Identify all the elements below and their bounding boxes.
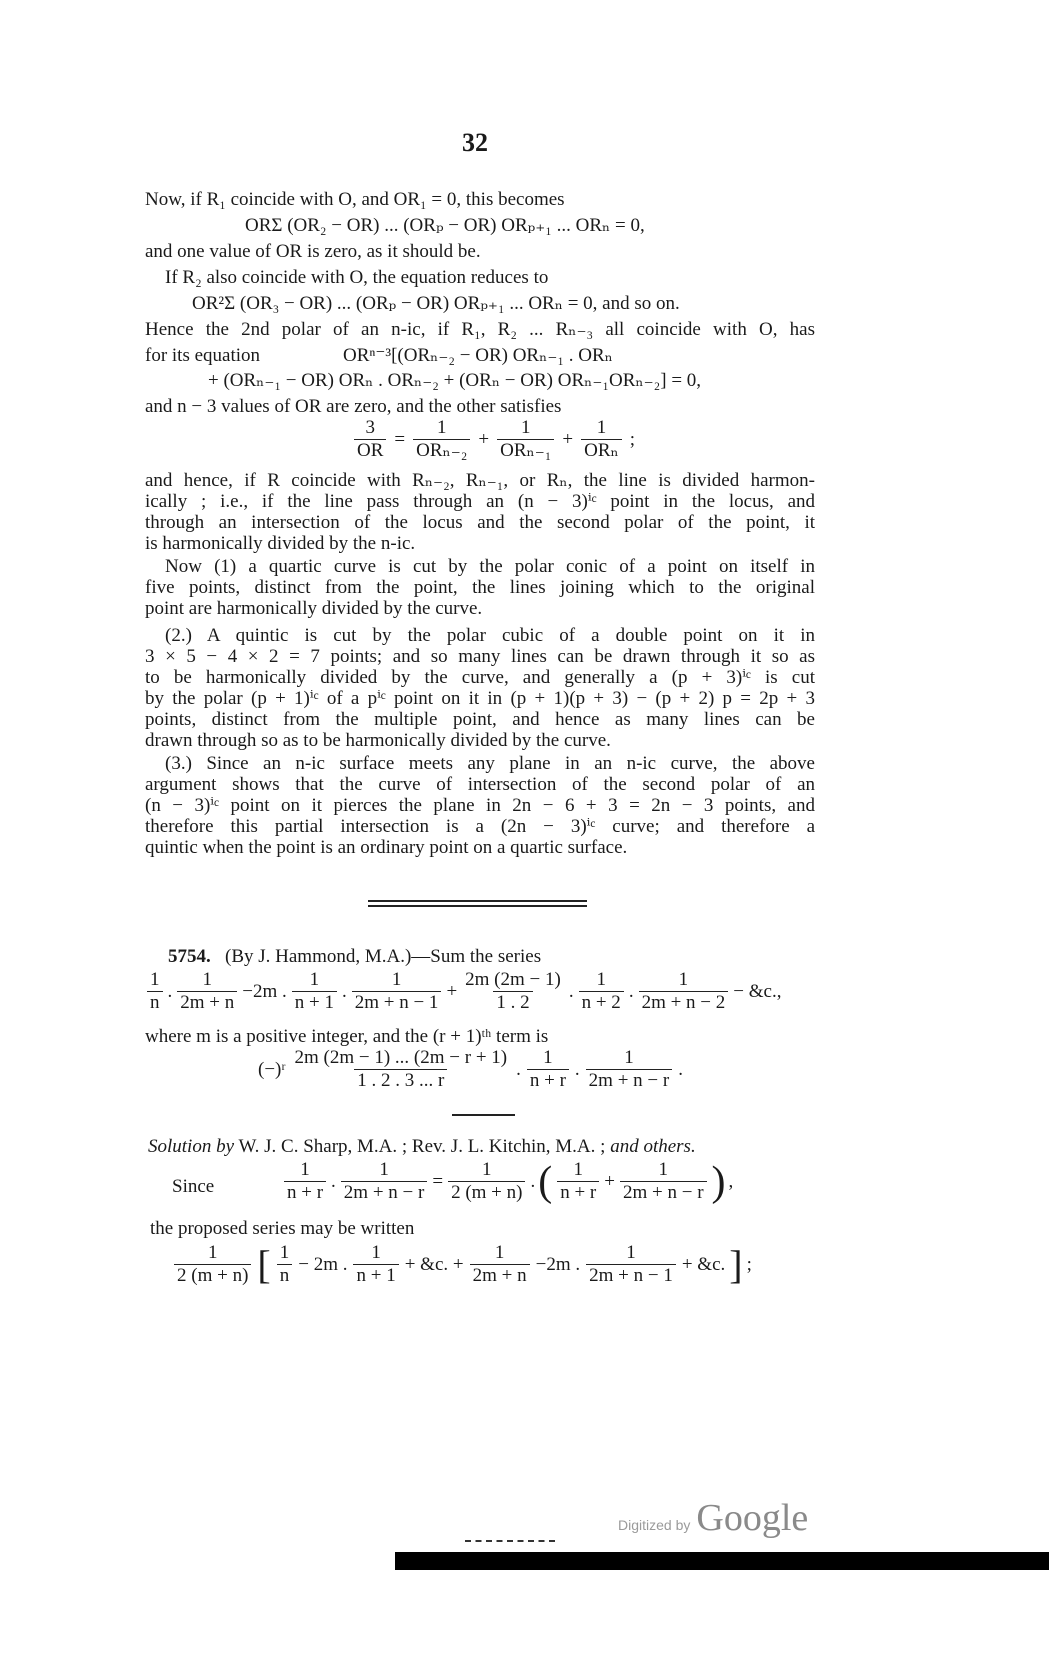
- punctuation: ;: [629, 428, 636, 450]
- text-line: Now, if R₁ coincide with O, and OR₁ = 0, this becomes: [145, 189, 565, 210]
- operator: .: [516, 1058, 521, 1080]
- operator: =: [432, 1170, 444, 1192]
- divider: [452, 1114, 515, 1116]
- solution-heading: [148, 1136, 820, 1158]
- right-bracket: ]: [729, 1241, 743, 1287]
- operator: .: [628, 980, 634, 1002]
- text-line: quintic when the point is an ordinary point on a quartic surface.: [145, 837, 628, 858]
- question-author: (By J. Hammond, M.A.)—Sum the series: [225, 946, 542, 967]
- watermark-logo: Google: [696, 1497, 809, 1539]
- scan-edge-bar: [395, 1552, 1049, 1570]
- denominator: n: [147, 991, 163, 1013]
- numerator: 1: [596, 417, 607, 438]
- harmonic-equation: [352, 418, 635, 461]
- right-paren: ): [711, 1158, 726, 1205]
- denominator: 2 (m + n): [448, 1181, 525, 1203]
- operator: + &c.: [681, 1253, 726, 1275]
- numerator: 1: [437, 417, 447, 438]
- numerator: 1: [678, 969, 689, 990]
- numerator: 1: [202, 969, 212, 990]
- scan-artifact: [465, 1540, 555, 1542]
- text-line: (3.) Since an n-ic surface meets any plane in an n-ic curve, the above: [165, 753, 815, 774]
- text-line: for its equation: [145, 345, 261, 366]
- question-number: 5754.: [168, 946, 211, 967]
- question-heading: [168, 946, 838, 968]
- text-line: therefore this partial intersection is a (2n − 3)ⁱᶜ curve; and therefore a: [145, 816, 815, 837]
- text-line: where m is a positive integer, and the (r + 1)ᵗʰ term is: [145, 1026, 549, 1047]
- left-paren: (: [538, 1158, 553, 1205]
- solution-authors: W. J. C. Sharp, M.A. ; Rev. J. L. Kitchin, M.A. ;: [238, 1136, 606, 1157]
- denominator: 2m + n: [177, 991, 237, 1013]
- text-line: points, distinct from the multiple point, and hence as many lines can be: [145, 709, 815, 730]
- operator: −2m .: [535, 1253, 581, 1275]
- numerator: 1: [624, 1047, 634, 1068]
- denominator: 2 (m + n): [174, 1264, 251, 1286]
- equation-line: ORΣ (OR₂ − OR) ... (ORₚ − OR) ORₚ₊₁ ... ORₙ = 0,: [245, 215, 645, 236]
- text-line: by the polar (p + 1)ⁱᶜ of a pⁱᶜ point on it in (p + 1)(p + 3) − (p + 2) p = 2p + 3: [145, 688, 815, 709]
- denominator: ORₙ₋₂: [413, 439, 470, 461]
- solution-intro: Solution by: [148, 1136, 235, 1157]
- numerator: 1: [391, 969, 402, 990]
- operator: + &c. +: [404, 1253, 464, 1275]
- denominator: 1 . 2 . 3 ... r: [354, 1069, 447, 1091]
- text-line: (n − 3)ⁱᶜ point on it pierces the plane in 2n − 6 + 3 = 2n − 3 points, and: [145, 795, 815, 816]
- denominator: OR: [354, 439, 386, 461]
- punctuation: ,: [728, 1170, 734, 1192]
- numerator: 1: [279, 1242, 290, 1263]
- text-line: and one value of OR is zero, as it should be.: [145, 241, 481, 262]
- equation-line: OR²Σ (OR₃ − OR) ... (ORₚ − OR) ORₚ₊₁ ... ORₙ = 0, and so on.: [192, 293, 680, 314]
- text-line: Hence the 2nd polar of an n-ic, if R₁, R₂ ... Rₙ₋₃ all coincide with O, has: [145, 319, 815, 340]
- text-line: and n − 3 values of OR are zero, and the other satisfies: [145, 396, 562, 417]
- text-line: the proposed series may be written: [150, 1218, 415, 1239]
- numerator: 1: [379, 1159, 389, 1180]
- denominator: n + 1: [353, 1264, 398, 1286]
- equation-line: + (ORₙ₋₁ − OR) ORₙ . ORₙ₋₂ + (ORₙ − OR) ORₙ₋₁ORₙ₋₂] = 0,: [208, 370, 702, 391]
- series-equation: [145, 970, 781, 1013]
- watermark-small-text: Digitized by: [618, 1517, 691, 1533]
- denominator: n: [277, 1264, 293, 1286]
- text-line: point are harmonically divided by the curve.: [145, 598, 483, 619]
- denominator: 2m + n − 1: [586, 1264, 676, 1286]
- operator: .: [530, 1170, 536, 1192]
- text-line: argument shows that the curve of intersection of the second polar of an: [145, 774, 815, 795]
- numerator: 2m (2m − 1) ... (2m − r + 1): [294, 1047, 508, 1068]
- numerator: 1: [596, 969, 606, 990]
- text-line: five points, distinct from the point, the lines joining which to the original: [145, 577, 815, 598]
- general-term-equation: [258, 1048, 683, 1091]
- operator: .: [568, 980, 574, 1002]
- denominator: 2m + n: [470, 1264, 530, 1286]
- denominator: n + 2: [579, 991, 624, 1013]
- text-line: ically ; i.e., if the line pass through an (n − 3)ⁱᶜ point in the locus, and: [145, 491, 815, 512]
- numerator: 3: [365, 417, 375, 438]
- operator: +: [562, 428, 574, 450]
- denominator: ORₙ: [581, 439, 622, 461]
- operator: − 2m .: [298, 1253, 348, 1275]
- page-number: 32: [462, 128, 488, 157]
- numerator: 1: [300, 1159, 310, 1180]
- text-line: Now (1) a quartic curve is cut by the polar conic of a point on itself in: [165, 556, 815, 577]
- left-bracket: [: [257, 1241, 271, 1287]
- numerator: 1: [573, 1159, 583, 1180]
- numerator: 1: [658, 1159, 668, 1180]
- equation-line: ORⁿ⁻³[(ORₙ₋₂ − OR) ORₙ₋₁ . ORₙ: [343, 345, 613, 366]
- numerator: 1: [521, 417, 531, 438]
- denominator: ORₙ₋₁: [497, 439, 554, 461]
- operator: − &c.,: [733, 980, 782, 1002]
- denominator: n + r: [557, 1181, 599, 1203]
- operator: (−)ʳ: [258, 1058, 286, 1080]
- final-equation: [172, 1243, 752, 1286]
- numerator: 1: [150, 969, 160, 990]
- text-line: If R₂ also coincide with O, the equation reduces to: [165, 267, 549, 288]
- numerator: 1: [494, 1242, 505, 1263]
- numerator: 2m (2m − 1): [465, 969, 561, 990]
- operator: .: [167, 980, 173, 1002]
- text-line: through an intersection of the locus and the second polar of the point, it: [145, 512, 815, 533]
- numerator: 1: [626, 1242, 636, 1263]
- denominator: 2m + n − 1: [352, 991, 442, 1013]
- text-line: 3 × 5 − 4 × 2 = 7 points; and so many lines can be drawn through it so as: [145, 646, 815, 667]
- text-line: and hence, if R coincide with Rₙ₋₂, Rₙ₋₁, or Rₙ, the line is divided harmon-: [145, 470, 815, 491]
- denominator: n + r: [527, 1069, 569, 1091]
- text-line: Since: [172, 1176, 215, 1197]
- numerator: 1: [543, 1047, 553, 1068]
- punctuation: .: [678, 1058, 683, 1080]
- denominator: 1 . 2: [493, 991, 532, 1013]
- operator: +: [478, 428, 490, 450]
- identity-equation: [282, 1160, 733, 1203]
- operator: .: [574, 1058, 580, 1080]
- numerator: 1: [371, 1242, 381, 1263]
- punctuation: ;: [746, 1253, 752, 1275]
- denominator: n + 1: [292, 991, 337, 1013]
- denominator: n + r: [284, 1181, 326, 1203]
- operator: .: [331, 1170, 336, 1192]
- numerator: 1: [309, 969, 320, 990]
- text-line: drawn through so as to be harmonically divided by the curve.: [145, 730, 611, 751]
- numerator: 1: [207, 1242, 218, 1263]
- denominator: 2m + n − r: [620, 1181, 707, 1203]
- operator: =: [394, 428, 406, 450]
- solution-others: and others.: [610, 1136, 696, 1157]
- text-line: (2.) A quintic is cut by the polar cubic of a double point on it in: [165, 625, 815, 646]
- denominator: 2m + n − r: [341, 1181, 428, 1203]
- numerator: 1: [482, 1159, 492, 1180]
- operator: +: [604, 1170, 615, 1192]
- text-line: is harmonically divided by the n-ic.: [145, 533, 416, 554]
- operator: +: [446, 980, 458, 1002]
- operator: −2m .: [242, 980, 287, 1002]
- denominator: 2m + n − r: [586, 1069, 673, 1091]
- denominator: 2m + n − 2: [639, 991, 729, 1013]
- google-watermark: [618, 1496, 808, 1540]
- text-line: to be harmonically divided by the curve, and generally a (p + 3)ⁱᶜ is cut: [145, 667, 815, 688]
- section-divider: [368, 900, 587, 907]
- operator: .: [341, 980, 347, 1002]
